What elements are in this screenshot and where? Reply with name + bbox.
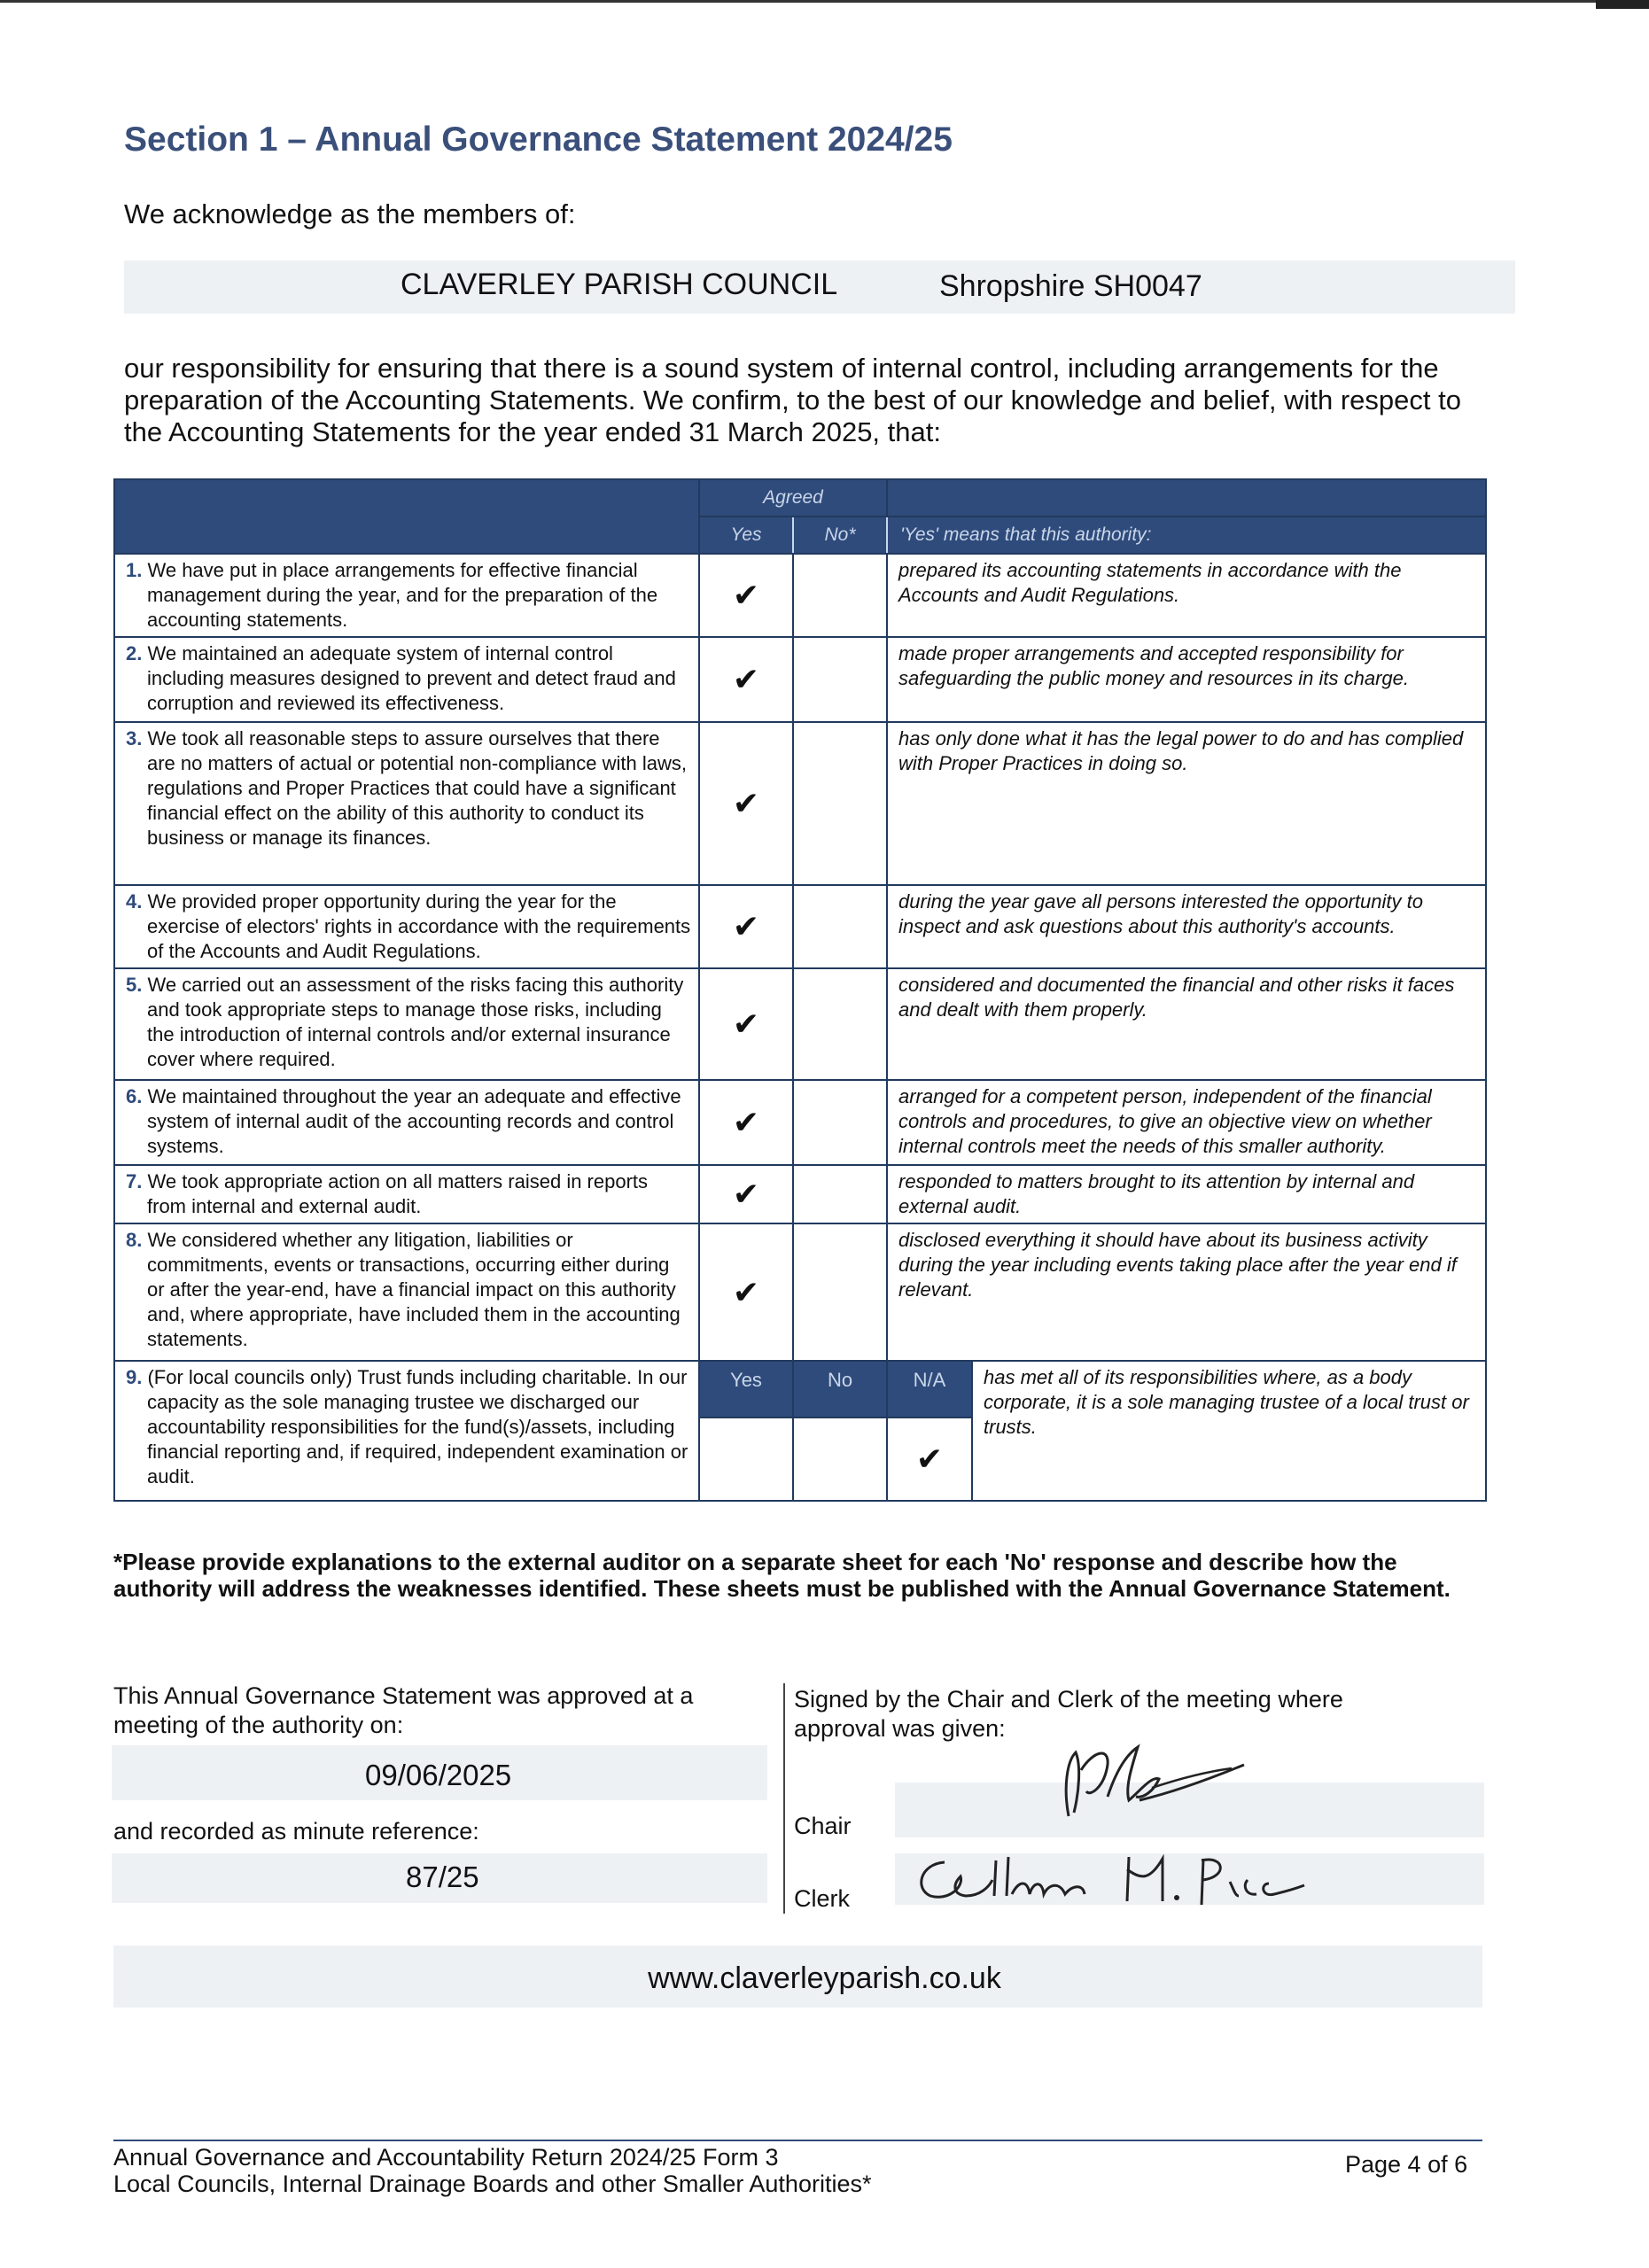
statement-cell <box>114 1165 699 1223</box>
yes-checkbox[interactable]: ✔ <box>699 1223 793 1361</box>
statement-cell <box>114 1080 699 1165</box>
statement-text: (For local councils only) Trust funds including charitable. In our capacity as the sole managing trustee we discharged our accountability responsibilities for the fund(s)/assets, including financial reporting and, if required, independent examination or audit. <box>147 1366 688 1487</box>
statement-number: 5. <box>126 974 143 996</box>
minute-reference: 87/25 <box>406 1860 479 1893</box>
footer-form-title: Annual Governance and Accountability Return 2024/25 Form 3 <box>113 2144 779 2171</box>
statement-number: 6. <box>126 1085 143 1107</box>
table-row <box>114 1165 1486 1223</box>
footer-rule <box>113 2140 1482 2141</box>
region-code: Shropshire SH0047 <box>939 269 1202 303</box>
statement-number: 8. <box>126 1229 143 1251</box>
statement-number: 9. <box>126 1366 143 1388</box>
means-text: responded to matters brought to its attention by internal and external audit. <box>887 1165 1486 1223</box>
table-row <box>114 1080 1486 1165</box>
statement-text: We provided proper opportunity during the year for the exercise of electors' rights in accordance with the requirements of the Accounts and Audit Regulations. <box>147 890 691 962</box>
chair-label: Chair <box>794 1813 852 1839</box>
means-column-header: 'Yes' means that this authority: <box>887 517 1486 554</box>
table-row <box>114 637 1486 722</box>
row9-no-header: No <box>793 1361 887 1418</box>
statement-text: We took appropriate action on all matters raised in reports from internal and external audit. <box>147 1170 649 1217</box>
header-spacer <box>887 479 1486 517</box>
means-text: has only done what it has the legal power to do and has complied with Proper Practices in doing so. <box>887 722 1486 885</box>
table-row <box>114 968 1486 1080</box>
statement-text: We maintained an adequate system of internal control including measures designed to prevent and detect fraud and corruption and reviewed its effectiveness. <box>147 642 676 714</box>
means-text: during the year gave all persons interested the opportunity to inspect and ask questions about this authority's accounts. <box>887 885 1486 968</box>
auditor-note: *Please provide explanations to the external auditor on a separate sheet for each 'No' response and describe how the authority will address the weaknesses identified. These sheets must be published with the Annual Governance Statement. <box>113 1549 1451 1602</box>
agreed-header: Agreed <box>699 479 887 517</box>
header-blank-cell <box>114 479 699 554</box>
yes-checkbox[interactable]: ✔ <box>699 637 793 722</box>
no-checkbox[interactable] <box>793 722 887 885</box>
section-title: Section 1 – Annual Governance Statement 2024/25 <box>124 120 953 159</box>
row9-na-header: N/A <box>887 1361 972 1418</box>
statement-cell <box>114 968 699 1080</box>
yes-checkbox[interactable]: ✔ <box>699 968 793 1080</box>
footer-authorities: Local Councils, Internal Drainage Boards and other Smaller Authorities* <box>113 2171 872 2197</box>
no-checkbox[interactable] <box>793 1165 887 1223</box>
minute-reference-label: and recorded as minute reference: <box>113 1818 479 1845</box>
yes-checkbox[interactable]: ✔ <box>699 722 793 885</box>
means-text: disclosed everything it should have about its business activity during the year including events taking place after the year end if relevant. <box>887 1223 1486 1361</box>
statement-text: We considered whether any litigation, liabilities or commitments, events or transactions, occurring either during or after the year-end, have a financial impact on this authority and, where appropriate, have included them in the accounting statements. <box>147 1229 681 1350</box>
table-row <box>114 1223 1486 1361</box>
means-text: arranged for a competent person, independent of the financial controls and procedures, to give an objective view on whether internal controls meet the needs of this smaller authority. <box>887 1080 1486 1165</box>
page-number: Page 4 of 6 <box>1345 2151 1468 2178</box>
means-text: considered and documented the financial and other risks it faces and dealt with them properly. <box>887 968 1486 1080</box>
signature-divider <box>783 1683 785 1914</box>
means-text: has met all of its responsibilities where, as a body corporate, it is a sole managing trustee of a local trust or trusts. <box>972 1361 1486 1501</box>
row9-na-checkbox[interactable]: ✔ <box>887 1418 972 1501</box>
scan-edge-mark <box>1596 0 1649 9</box>
statement-number: 2. <box>126 642 143 664</box>
statement-text: We maintained throughout the year an adequate and effective system of internal audit of the accounting records and control systems. <box>147 1085 681 1157</box>
no-column-header: No* <box>793 517 887 554</box>
governance-table <box>113 478 1487 1502</box>
council-name: CLAVERLEY PARISH COUNCIL <box>401 268 838 301</box>
statement-cell <box>114 722 699 885</box>
clerk-signature <box>909 1845 1317 1915</box>
signed-text: Signed by the Chair and Clerk of the meeting where approval was given: <box>794 1686 1343 1742</box>
statement-text: We carried out an assessment of the risks facing this authority and took appropriate steps to manage those risks, including the introduction of internal controls and/or external insurance cover where required. <box>147 974 684 1070</box>
row9-yes-checkbox[interactable] <box>699 1418 793 1501</box>
means-text: prepared its accounting statements in accordance with the Accounts and Audit Regulations. <box>887 554 1486 637</box>
scan-edge-line <box>0 0 1649 3</box>
acknowledgement-paragraph: our responsibility for ensuring that there is a sound system of internal control, including arrangements for the preparation of the Accounting Statements. We confirm, to the best of our knowledge and belief, with respect to the Accounting Statements for the year ended 31 March 2025, that: <box>124 353 1461 447</box>
no-checkbox[interactable] <box>793 637 887 722</box>
statement-cell <box>114 885 699 968</box>
approval-date: 09/06/2025 <box>365 1759 512 1791</box>
no-checkbox[interactable] <box>793 885 887 968</box>
yes-column-header: Yes <box>699 517 793 554</box>
statement-cell <box>114 637 699 722</box>
statement-cell <box>114 1223 699 1361</box>
table-row <box>114 722 1486 885</box>
council-website[interactable]: www.claverleyparish.co.uk <box>648 1961 1001 1995</box>
statement-text: We took all reasonable steps to assure ourselves that there are no matters of actual or potential non-compliance with laws, regulations and Proper Practices that could have a significant financial effect on the ability of this authority to conduct its business or manage its finances. <box>147 727 687 849</box>
statement-cell <box>114 554 699 637</box>
no-checkbox[interactable] <box>793 1223 887 1361</box>
no-checkbox[interactable] <box>793 554 887 637</box>
table-header-row-1 <box>114 479 1486 517</box>
yes-checkbox[interactable]: ✔ <box>699 554 793 637</box>
no-checkbox[interactable] <box>793 968 887 1080</box>
chair-signature <box>1054 1735 1258 1832</box>
approval-text: This Annual Governance Statement was approved at a meeting of the authority on: <box>113 1682 694 1738</box>
intro-text: We acknowledge as the members of: <box>124 198 576 229</box>
yes-checkbox[interactable]: ✔ <box>699 1080 793 1165</box>
table-row <box>114 885 1486 968</box>
statement-cell <box>114 1361 699 1501</box>
yes-checkbox[interactable]: ✔ <box>699 885 793 968</box>
yes-checkbox[interactable]: ✔ <box>699 1165 793 1223</box>
statement-number: 3. <box>126 727 143 750</box>
row9-yes-header: Yes <box>699 1361 793 1418</box>
row9-no-checkbox[interactable] <box>793 1418 887 1501</box>
means-text: made proper arrangements and accepted responsibility for safeguarding the public money and resources in its charge. <box>887 637 1486 722</box>
clerk-label: Clerk <box>794 1885 851 1912</box>
no-checkbox[interactable] <box>793 1080 887 1165</box>
statement-number: 7. <box>126 1170 143 1192</box>
statement-number: 1. <box>126 559 143 581</box>
table-row <box>114 554 1486 637</box>
table-row-9-header <box>114 1361 1486 1418</box>
statement-number: 4. <box>126 890 143 913</box>
statement-text: We have put in place arrangements for effective financial management during the year, and for the preparation of the accounting statements. <box>147 559 658 631</box>
